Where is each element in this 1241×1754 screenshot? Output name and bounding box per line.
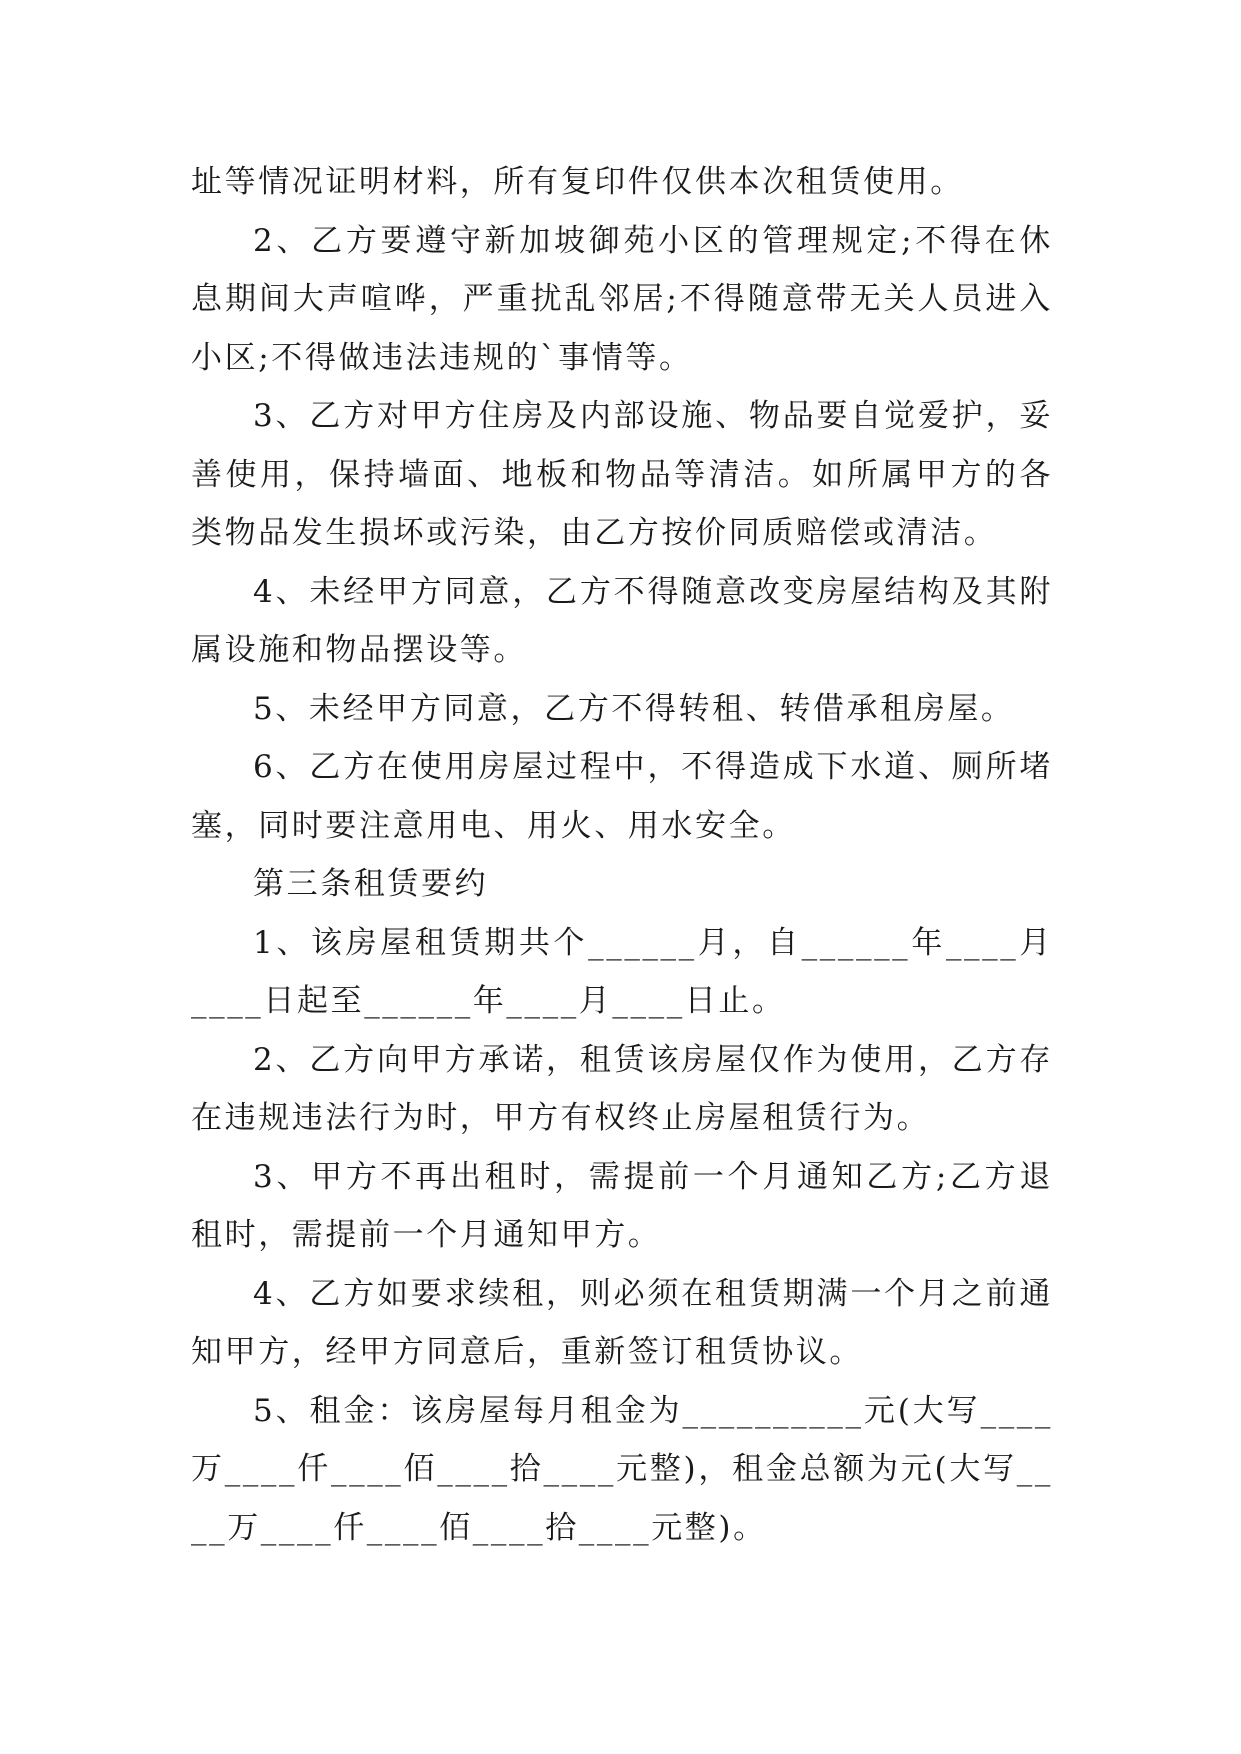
paragraph-clause-4-no-structural-change: 4、未经甲方同意，乙方不得随意改变房屋结构及其附属设施和物品摆设等。 — [191, 573, 1053, 668]
paragraph-lease-use: 2、乙方向甲方承诺，租赁该房屋仅作为使用，乙方存在违规违法行为时，甲方有权终止房屋租赁行为。 — [191, 1041, 1053, 1136]
paragraph-clause-6-safety: 6、乙方在使用房屋过程中，不得造成下水道、厕所堵塞，同时要注意用电、用火、用水安全。 — [191, 749, 1053, 844]
paragraph-rent-amount: 5、租金：该房屋每月租金为__________元(大写____万____仟____佰____拾____元整)，租金总额为元(大写____万____仟____佰____拾____元整)。 — [191, 1392, 1053, 1546]
paragraph-clause-3-care-of-property: 3、乙方对甲方住房及内部设施、物品要自觉爱护，妥善使用，保持墙面、地板和物品等清洁。如所属甲方的各类物品发生损坏或污染，由乙方按价同质赔偿或清洁。 — [191, 398, 1053, 551]
paragraph-clause-5-no-sublet: 5、未经甲方同意，乙方不得转租、转借承租房屋。 — [253, 690, 1015, 727]
document-body — [191, 153, 1053, 1557]
section-heading-article-3: 第三条租赁要约 — [253, 866, 489, 902]
paragraph-continued-address: 址等情况证明材料，所有复印件仅供本次租赁使用。 — [191, 164, 964, 200]
paragraph-renewal: 4、乙方如要求续租，则必须在租赁期满一个月之前通知甲方，经甲方同意后，重新签订租赁协议。 — [191, 1275, 1053, 1370]
paragraph-lease-term: 1、该房屋租赁期共个______月，自______年____月____日起至______年____月____日止。 — [191, 924, 1053, 1019]
paragraph-termination-notice: 3、甲方不再出租时，需提前一个月通知乙方;乙方退租时，需提前一个月通知甲方。 — [191, 1158, 1053, 1253]
paragraph-clause-2-community-rules: 2、乙方要遵守新加坡御苑小区的管理规定;不得在休息期间大声喧哗，严重扰乱邻居;不得随意带无关人员进入小区;不得做违法违规的`事情等。 — [191, 222, 1053, 376]
